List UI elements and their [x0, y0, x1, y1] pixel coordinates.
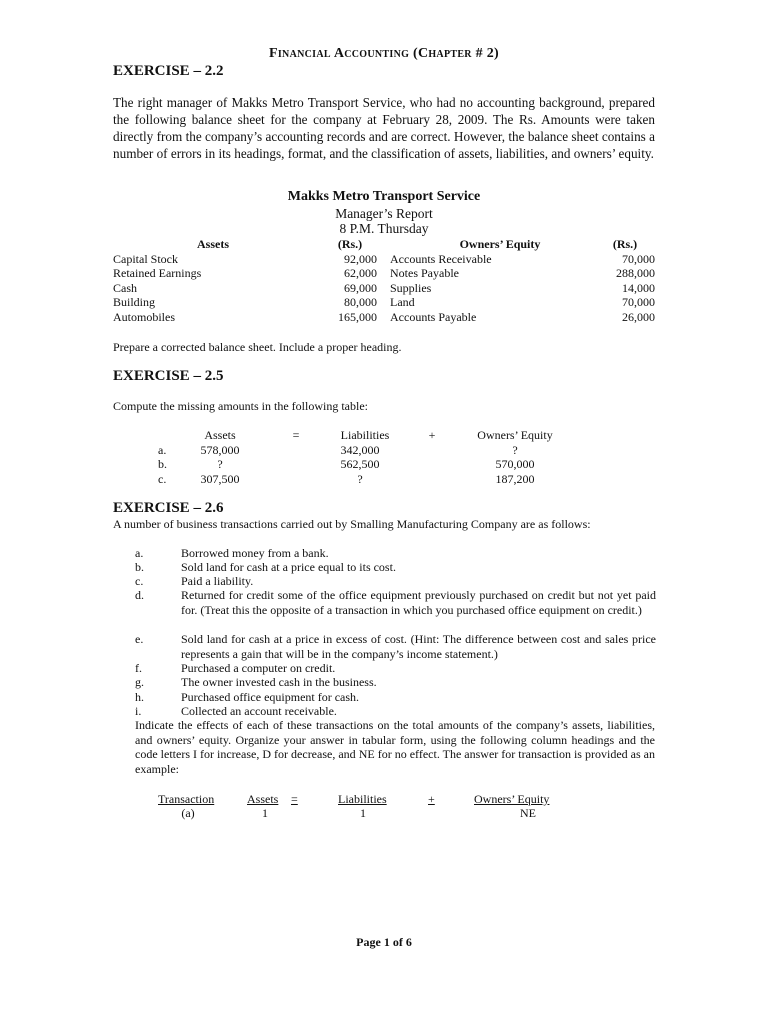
example-cell-liabilities: 1 — [360, 806, 366, 820]
col-header-rs-left: (Rs.) — [337, 237, 363, 251]
bs-right-value: 70,000 — [622, 295, 655, 309]
example-cell-transaction: (a) — [181, 806, 195, 820]
table-head-owners-equity: Owners’ Equity — [477, 428, 553, 442]
example-head-liabilities: Liabilities — [338, 792, 387, 806]
exercise-2-6-closing: Indicate the effects of each of these transactions on the total amounts of the company’s assets, liabilities, and owners’ equity. Organize your answer in tabular form, using the following column headings and the code letters I for increase, D for decrease, and NE for no effect. The answer for transaction is provided as an example: — [135, 718, 655, 776]
exercise-2-5-title: EXERCISE – 2.5 — [113, 368, 224, 384]
list-item-label: b. — [135, 560, 144, 574]
exercise-2-2-instruction: Prepare a corrected balance sheet. Include a proper heading. — [113, 340, 402, 354]
table-row-label: a. — [158, 443, 167, 457]
balance-sheet-company: Makks Metro Transport Service — [287, 189, 481, 204]
list-item-text: Sold land for cash at a price in excess of cost. (Hint: The difference between cost and sales price represents a gain that will be in the company’s income statement.) — [181, 632, 656, 661]
table-row-label: b. — [158, 457, 167, 471]
table-head-liabilities: Liabilities — [340, 428, 390, 442]
list-item-text: Purchased office equipment for cash. — [181, 690, 360, 704]
example-head-owners-equity: Owners’ Equity — [474, 792, 550, 806]
list-item-label: c. — [135, 574, 144, 588]
col-header-rs-right: (Rs.) — [612, 237, 638, 251]
bs-right-item: Notes Payable — [390, 266, 459, 280]
example-head-plus: + — [428, 792, 435, 806]
list-item-text: Purchased a computer on credit. — [181, 661, 336, 675]
bs-right-item: Accounts Receivable — [390, 252, 492, 266]
page-number: Page 1 of 6 — [356, 935, 412, 949]
bs-left-item: Capital Stock — [113, 252, 178, 266]
table-head-equals: = — [292, 428, 300, 442]
exercise-2-6-title: EXERCISE – 2.6 — [113, 500, 224, 516]
list-item-text: Sold land for cash at a price equal to its cost. — [181, 560, 396, 574]
bs-right-value: 14,000 — [622, 281, 655, 295]
table-cell-liabilities: 562,500 — [340, 457, 380, 471]
list-item-label: h. — [135, 690, 144, 704]
example-head-transaction: Transaction — [158, 792, 215, 806]
bs-right-item: Land — [390, 295, 415, 309]
bs-left-value: 92,000 — [344, 252, 377, 266]
example-cell-equity: NE — [520, 806, 536, 820]
bs-left-value: 62,000 — [344, 266, 377, 280]
bs-left-value: 165,000 — [338, 310, 377, 324]
col-header-owners-equity: Owners’ Equity — [459, 237, 541, 251]
exercise-2-2-paragraph: The right manager of Makks Metro Transport Service, who had no accounting background, prepared the following balance sheet for the company at February 28, 2009. The Rs. Amounts were taken directly from the company’s accounting records and are correct. However, the balance sheet contains a number of errors in its headings, format, and the classification of assets, liabilities, and owners’ equity. — [113, 95, 655, 161]
bs-right-value: 70,000 — [622, 252, 655, 266]
list-item-text: Borrowed money from a bank. — [181, 546, 329, 560]
list-item-label: d. — [135, 588, 144, 602]
list-item-label: i. — [135, 704, 142, 718]
bs-left-item: Retained Earnings — [113, 266, 202, 280]
list-item-label: f. — [135, 661, 142, 675]
list-item-label: a. — [135, 546, 144, 560]
table-head-plus: + — [428, 428, 436, 442]
table-cell-assets: 578,000 — [200, 443, 240, 457]
table-row-label: c. — [158, 472, 167, 486]
table-cell-equity: 187,200 — [495, 472, 535, 486]
bs-right-item: Supplies — [390, 281, 432, 295]
bs-right-item: Accounts Payable — [390, 310, 477, 324]
bs-left-item: Cash — [113, 281, 137, 295]
exercise-2-5-instruction: Compute the missing amounts in the following table: — [113, 399, 368, 413]
col-header-assets: Assets — [197, 237, 229, 251]
list-item-text: Paid a liability. — [181, 574, 254, 588]
example-cell-assets: 1 — [262, 806, 268, 820]
example-head-assets: Assets — [247, 792, 279, 806]
bs-right-value: 288,000 — [616, 266, 655, 280]
example-head-equals: = — [291, 792, 298, 806]
list-item-label: e. — [135, 632, 144, 646]
table-cell-liabilities: ? — [357, 472, 363, 486]
balance-sheet-report-title: Manager’s Report — [335, 206, 433, 221]
bs-left-item: Automobiles — [113, 310, 175, 324]
list-item-text: Returned for credit some of the office equipment previously purchased on credit but not yet paid for. (Treat this the opposite of a transaction in which you purchased office equipment on credit.) — [181, 588, 656, 617]
list-item-text: The owner invested cash in the business. — [181, 675, 377, 689]
table-cell-equity: ? — [512, 443, 518, 457]
page-header-title: Financial Accounting (Chapter # 2) — [269, 46, 499, 61]
bs-left-value: 80,000 — [344, 295, 377, 309]
exercise-2-6-intro: A number of business transactions carried out by Smalling Manufacturing Company are as follows: — [113, 517, 591, 531]
list-item-text: Collected an account receivable. — [181, 704, 337, 718]
balance-sheet-time: 8 P.M. Thursday — [339, 221, 429, 236]
table-head-assets: Assets — [204, 428, 236, 442]
bs-left-item: Building — [113, 295, 156, 309]
table-cell-assets: ? — [217, 457, 223, 471]
exercise-2-2-title: EXERCISE – 2.2 — [113, 63, 224, 79]
bs-right-value: 26,000 — [622, 310, 655, 324]
list-item-label: g. — [135, 675, 144, 689]
table-cell-assets: 307,500 — [200, 472, 240, 486]
bs-left-value: 69,000 — [344, 281, 377, 295]
table-cell-equity: 570,000 — [495, 457, 535, 471]
table-cell-liabilities: 342,000 — [340, 443, 380, 457]
